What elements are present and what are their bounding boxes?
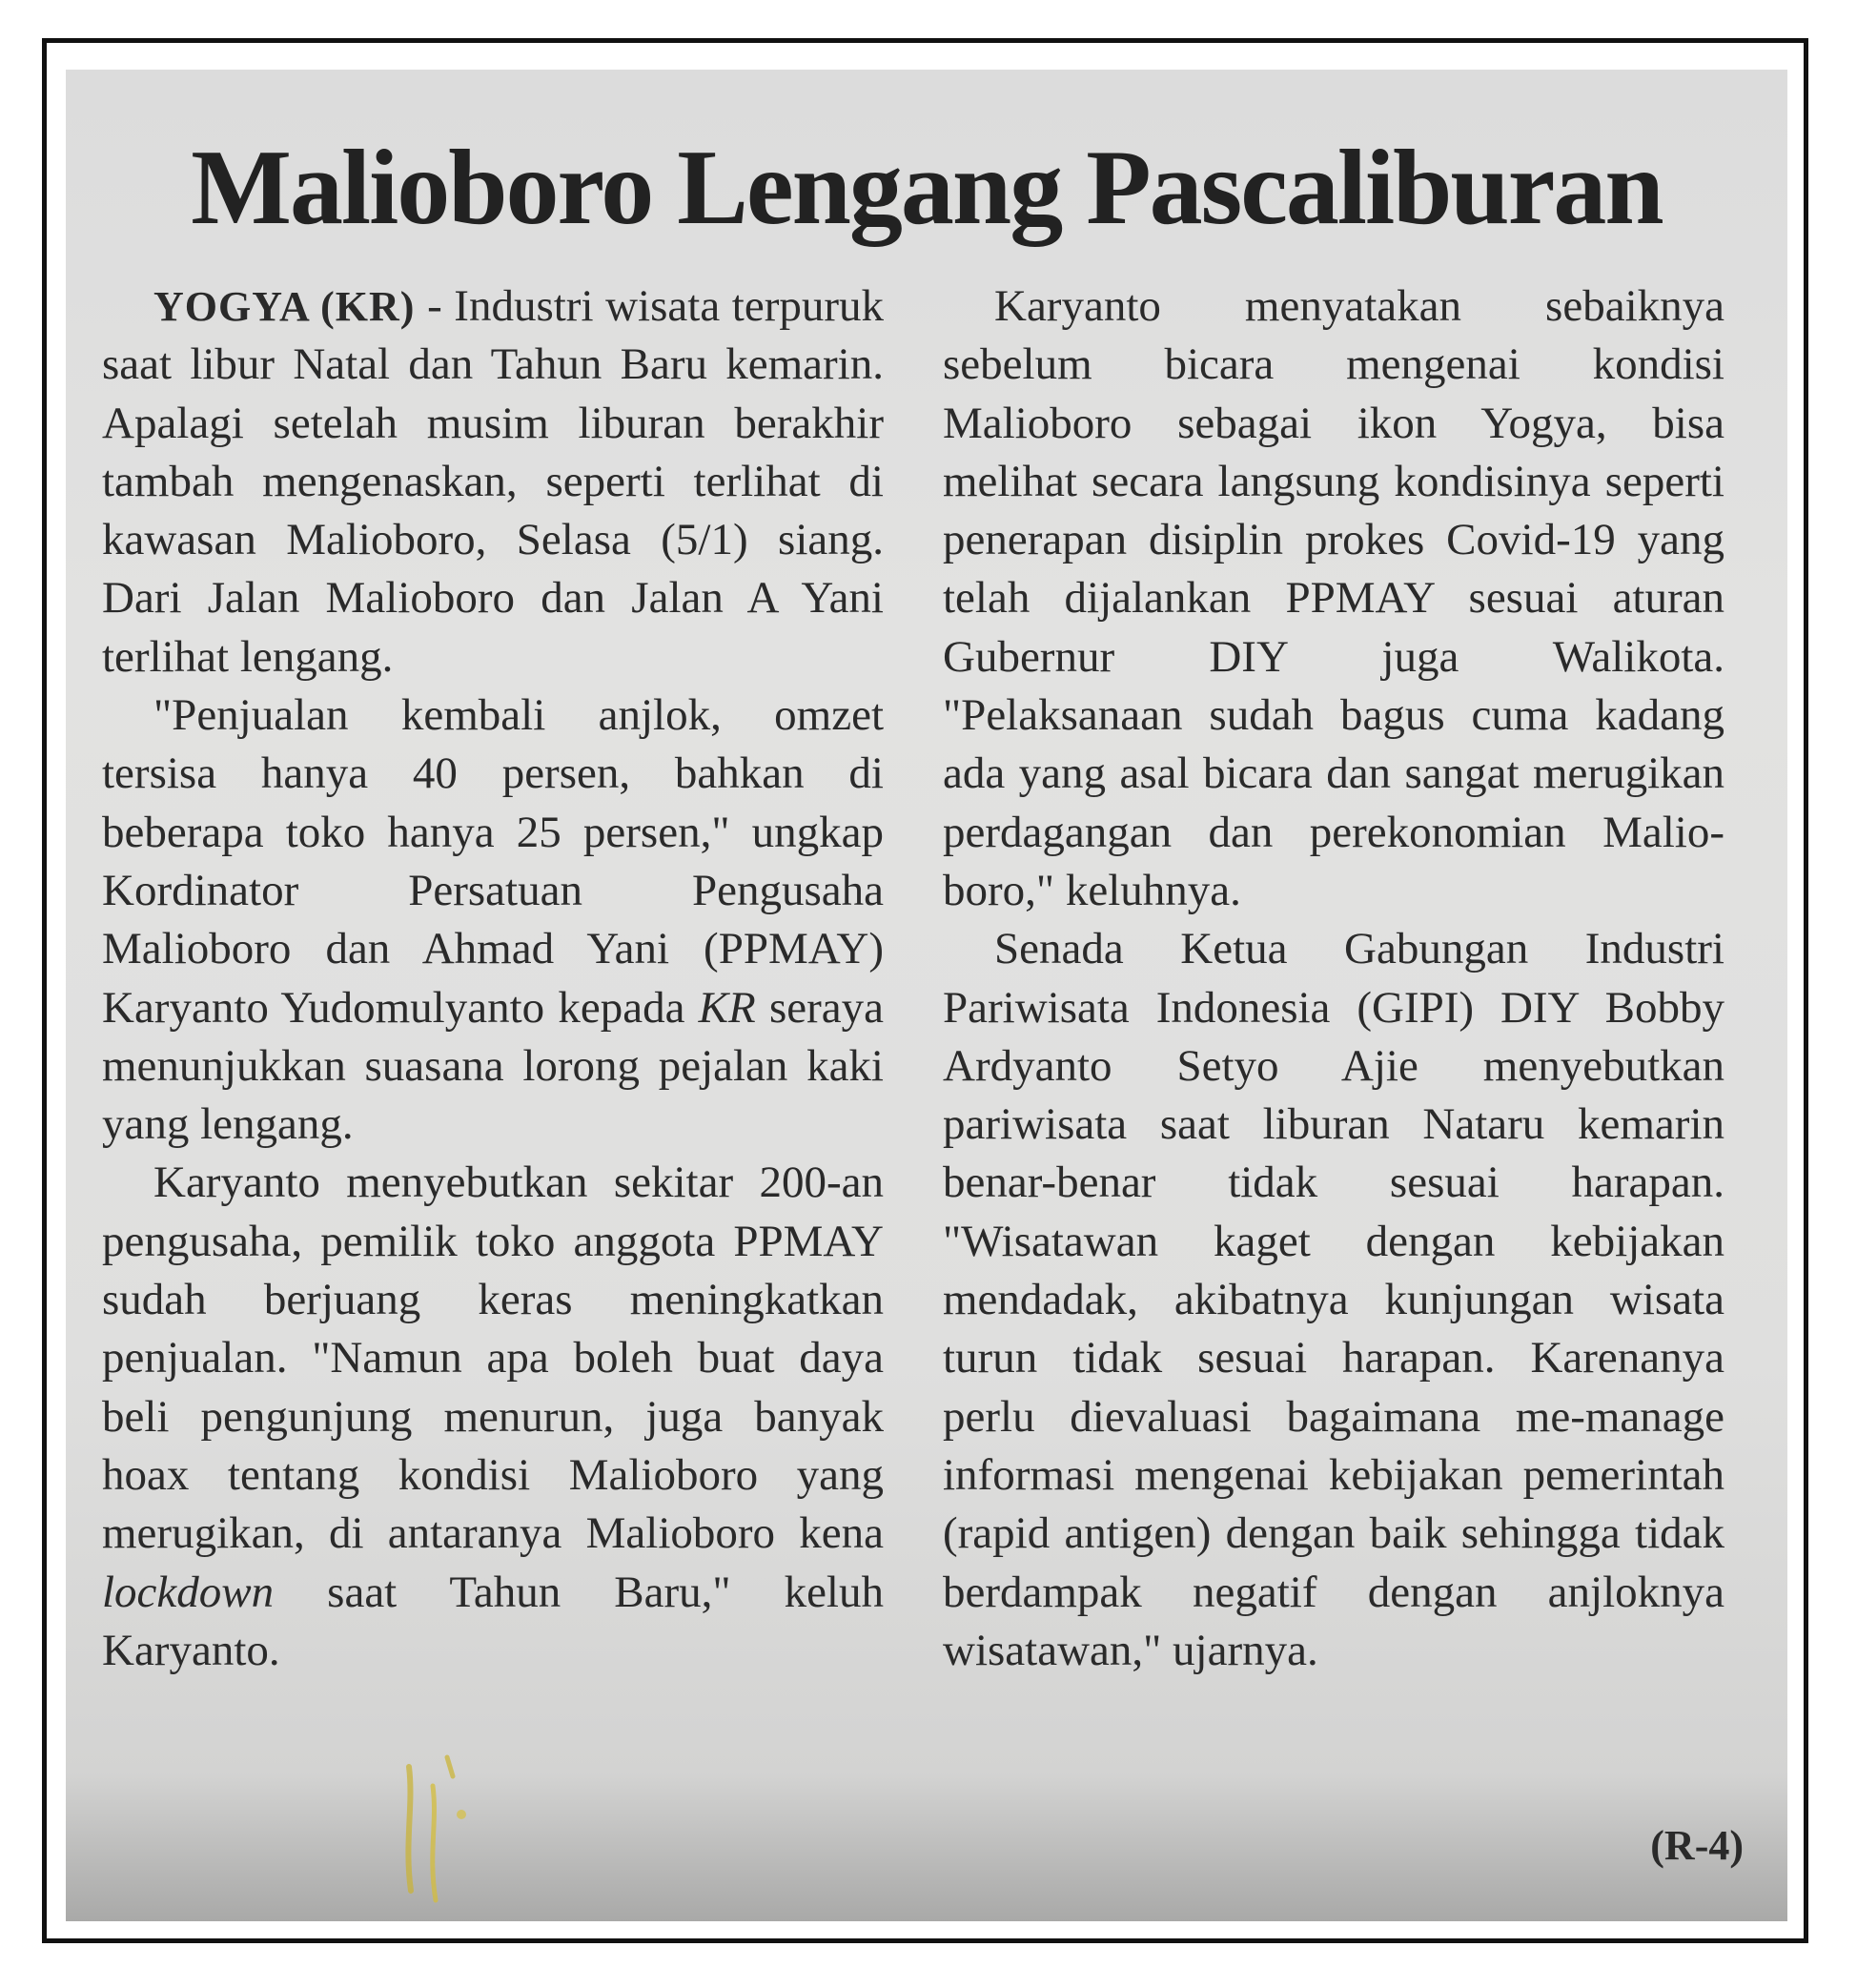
paragraph-4: Karyanto menyatakan sebaiknya sebelum bicara mengenai kondisi Malioboro sebagai ikon Yogya, bisa melihat secara langsung kondisinya seperti penerapan disiplin prokes Covid-19 yang telah dijalankan PPMAY sesuai aturan Gubernur DIY juga Walikota. "Pelaksanaan sudah bagus cuma kadang ada yang asal bicara dan sangat merugikan perdagangan dan perekonomian Malioboro," keluhnya. [943,281,1724,915]
paragraph-3-lockdown: lockdown [102,1567,275,1617]
left-column [102,277,884,1680]
paragraph-1 [102,277,884,687]
paragraph-5: Senada Ketua Gabungan Industri Pariwisata Indonesia (GIPI) DIY Bobby Ardyanto Setyo Ajie menyebutkan pariwisata saat liburan Nataru kemarin benar-benar tidak sesuai harapan. "Wisatawan kaget dengan kebijakan mendadak, akibatnya kunjungan wisata turun tidak sesuai harapan. Karenanya perlu dievaluasi bagaimana me-manage informasi mengenai kebijakan pemerintah (rapid antigen) dengan baik sehingga tidak berdampak negatif dengan anjloknya wisatawan," ujarnya. [943,924,1724,1675]
paragraph-3-text-a: Karyanto menyebutkan sekitar 200-an pengusaha, pemilik toko anggota PPMAY sudah berjuang keras meningkatkan penjualan. "Namun apa boleh buat daya beli pengunjung menurun, juga banyak hoax tentang kondisi Malioboro yang merugikan, di antaranya Malioboro kena [102,1158,884,1559]
newspaper-clipping [66,70,1787,1921]
paragraph-2 [102,687,884,1154]
paragraph-3 [102,1154,884,1680]
paragraph-2-text-a: "Penjualan kembali anjlok, omzet tersisa hanya 40 persen, bahkan di beberapa toko hanya 25 persen," ungkap Kordinator Persatuan Pengusaha Malioboro dan Ahmad Yani (PPMAY) Karyanto Yudomulyanto kepada [102,690,884,1033]
paragraph-1-text: - Industri wisata terpuruk saat libur Natal dan Tahun Baru kemarin. Apalagi setelah musim liburan berakhir tambah mengenaskan, seperti terlihat di kawasan Malioboro, Selasa (5/1) siang. Dari Jalan Malioboro dan Jalan A Yani terlihat lengang. [102,281,884,682]
paragraph-2-text-b: seraya menunjukkan suasana lorong pejalan kaki yang lengang. [102,982,884,1150]
ink-stain-mark [390,1748,476,1910]
article-headline: Malioboro Lengang Pascaliburan [191,129,1663,247]
dateline: YOGYA (KR) [153,283,416,330]
paragraph-3-text-b: saat Tahun Baru," keluh Karyanto. [102,1567,884,1675]
clipping-frame [42,38,1808,1943]
paragraph-2-kr: KR [698,982,756,1033]
right-column [943,277,1724,1680]
author-signature: (R-4) [1650,1822,1744,1869]
